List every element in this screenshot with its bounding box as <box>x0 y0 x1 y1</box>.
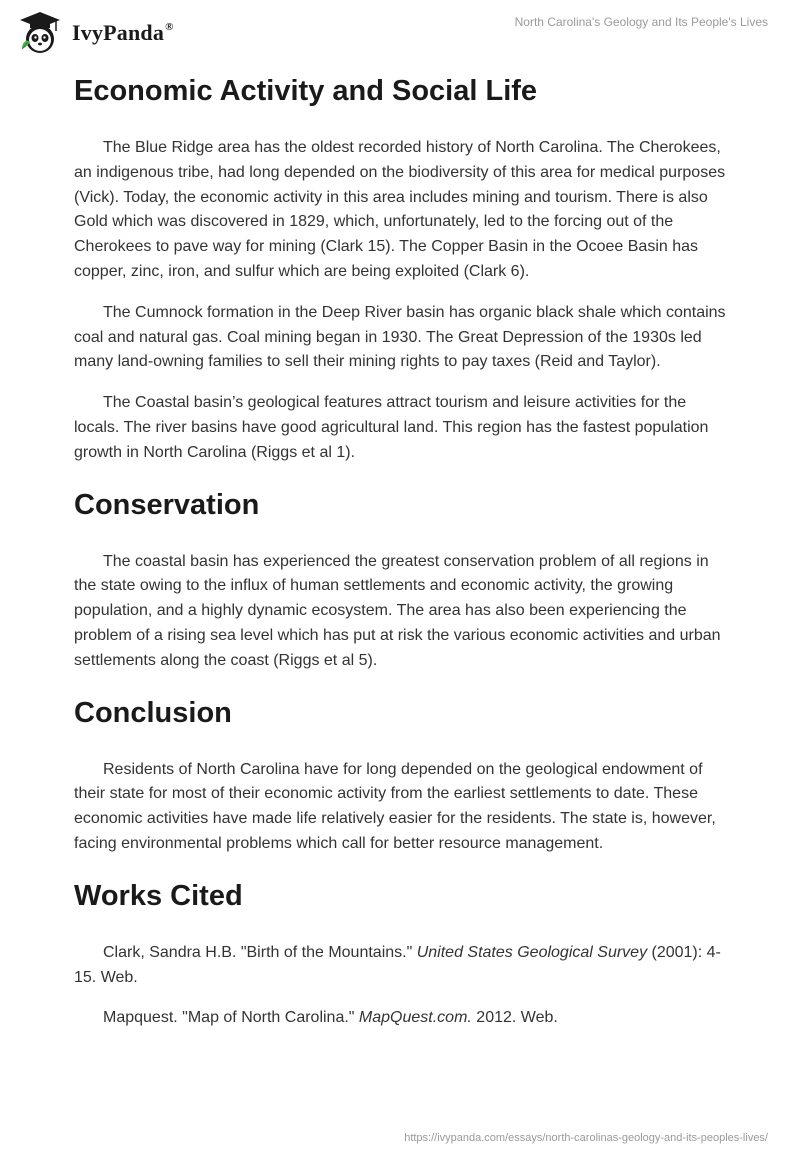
paragraph: The Coastal basin’s geological features attract tourism and leisure activities for the locals. The river basins have good agricultural land. This region has the fastest population growth in North Carolina (Riggs et al 1). <box>74 394 709 461</box>
panda-graduate-icon <box>16 9 64 57</box>
paragraph: The Blue Ridge area has the oldest recorded history of North Carolina. The Cherokees, an indigenous tribe, had long depended on the biodiversity of this area for medical purposes (Vick). Today, the economic activity in this area includes mining and tourism. There is also Gold which was discovered in 1829, which, unfortunately, led to the forcing out of the Cherokees to pave way for mining (Clark 15). The Copper Basin in the Ocoee Basin has copper, zinc, iron, and sulfur which are being exploited (Clark 6). <box>74 139 726 280</box>
citation-entry: Mapquest. "Map of North Carolina." MapQuest.com. 2012. Web. <box>103 1009 558 1027</box>
works-cited-heading: Works Cited <box>74 879 243 912</box>
paragraph: Residents of North Carolina have for long depended on the geological endowment of their state for most of their economic activity from the earliest settlements to date. These economic activities have made life relatively easier for the residents. The state is, however, facing environmental problems which call for better resource management. <box>74 760 716 852</box>
logo-text: IvyPanda® <box>72 20 174 45</box>
paragraph: The coastal basin has experienced the greatest conservation problem of all regions in the state owing to the influx of human settlements and economic activity, the growing population, and a highly dynamic ecosystem. The area has also been experiencing the problem of a rising sea level which has put at risk the various economic activities and urban settlements along the coast (Riggs et al 5). <box>74 552 721 669</box>
running-title: North Carolina's Geology and Its People's Lives <box>514 15 768 29</box>
essay-content <box>74 68 734 1031</box>
citation-source-title: MapQuest.com. <box>358 1009 472 1027</box>
registered-mark: ® <box>165 21 174 33</box>
section-heading: Conservation <box>74 488 260 521</box>
citation-entry: Clark, Sandra H.B. "Birth of the Mountains." United States Geological Survey (2001): 4-15. Web. <box>74 943 721 986</box>
ivypanda-logo[interactable] <box>16 9 174 57</box>
section-heading: Economic Activity and Social Life <box>74 75 538 107</box>
page-header <box>0 0 800 64</box>
section-heading: Conclusion <box>74 696 232 729</box>
citation-source-title: United States Geological Survey <box>416 943 648 961</box>
paragraph: The Cumnock formation in the Deep River basin has organic black shale which contains coal and natural gas. Coal mining began in 1930. The Great Depression of the 1930s led many land-owning families to sell their mining rights to pay taxes (Reid and Taylor). <box>74 303 726 371</box>
source-url-link[interactable]: https://ivypanda.com/essays/north-carolinas-geology-and-its-peoples-lives/ <box>404 1132 768 1144</box>
